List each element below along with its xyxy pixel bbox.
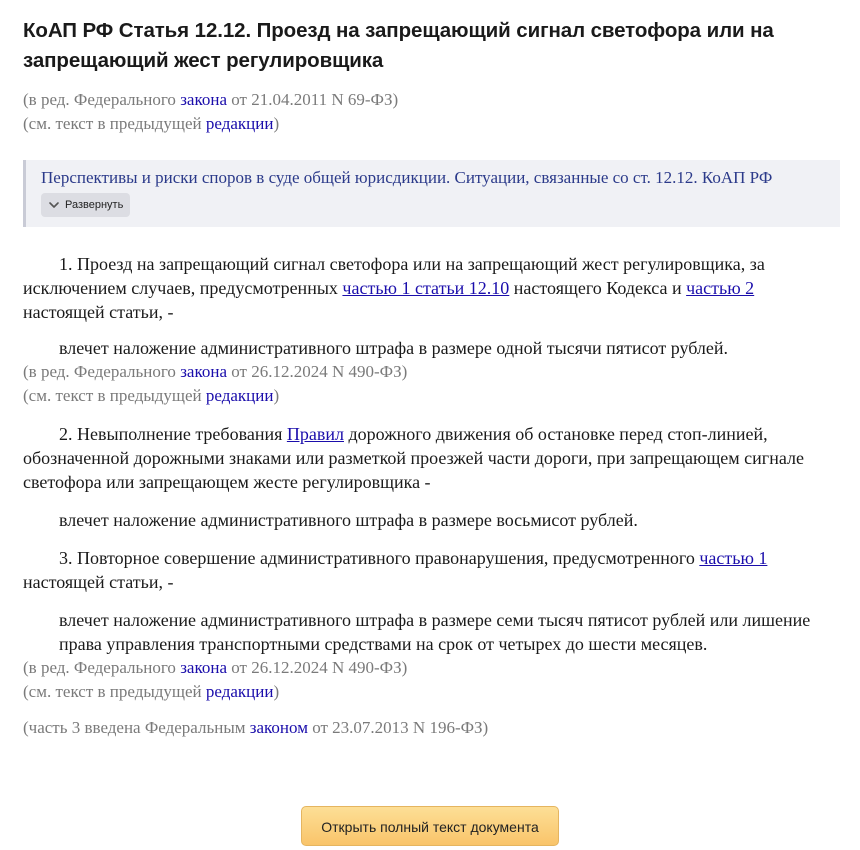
note-suffix: от 26.12.2024 N 490-ФЗ) [227, 658, 408, 677]
part-3-previous-edition-note [23, 680, 840, 704]
amendment-note [23, 88, 840, 112]
link-part1-art12-10[interactable]: частью 1 статьи 12.10 [342, 278, 510, 298]
note-suffix: ) [273, 386, 280, 405]
law-link[interactable]: закона [180, 658, 227, 677]
expand-label: Развернуть [65, 199, 124, 211]
chevron-down-icon [48, 199, 60, 211]
link-part-1[interactable]: частью 1 [699, 548, 768, 568]
note-prefix: (в ред. Федерального [23, 658, 181, 677]
part-2-text [23, 422, 840, 494]
part-2-penalty: влечет наложение административного штрафа в размере восьмисот рублей. [59, 510, 638, 530]
part-1-text-a: 1. Проезд на запрещающий сигнал светофора или на запрещающий жест регулировщика, за исключением случаев, предусмотренных [23, 254, 765, 298]
edition-link[interactable]: редакции [205, 682, 274, 701]
edition-link[interactable]: редакции [205, 114, 274, 133]
open-full-text-button[interactable]: Открыть полный текст документа [301, 806, 559, 846]
previous-edition-note [23, 112, 840, 136]
part-1-penalty: влечет наложение административного штрафа в размере одной тысячи пятисот рублей. [59, 338, 729, 358]
article-title: КоАП РФ Статья 12.12. Проезд на запрещающий сигнал светофора или на запрещающий жест регулировщика [23, 19, 774, 72]
part-3-amendment-note [23, 656, 840, 680]
part-1-previous-edition-note [23, 384, 840, 408]
note-prefix: (в ред. Федерального [23, 90, 181, 109]
expand-button[interactable] [41, 193, 130, 217]
disputes-panel [23, 160, 840, 227]
link-part-2[interactable]: частью 2 [686, 278, 755, 298]
law-link[interactable]: закона [180, 90, 227, 109]
note-prefix: (см. текст в предыдущей [23, 682, 206, 701]
part-2-text-a: 2. Невыполнение требования [59, 424, 287, 444]
note-suffix: ) [273, 114, 280, 133]
link-traffic-rules[interactable]: Правил [286, 424, 344, 444]
part-1-text [23, 252, 840, 324]
note-suffix: от 23.07.2013 N 196-ФЗ) [307, 718, 489, 737]
cta-container [0, 806, 860, 846]
note-prefix: (в ред. Федерального [23, 362, 181, 381]
panel-text: Перспективы и риски споров в суде общей юрисдикции. Ситуации, связанные со ст. 12.12. КоАП РФ [41, 168, 773, 187]
document [23, 0, 840, 740]
part-3-penalty: влечет наложение административного штрафа в размере семи тысяч пятисот рублей или лишение права управления транспортными средствами на срок от четырех до шести месяцев. [59, 610, 811, 654]
edition-link[interactable]: редакции [205, 386, 274, 405]
law-link[interactable]: закона [180, 362, 227, 381]
note-suffix: от 26.12.2024 N 490-ФЗ) [227, 362, 408, 381]
note-prefix: (часть 3 введена Федеральным [23, 718, 250, 737]
note-prefix: (см. текст в предыдущей [23, 386, 206, 405]
part-3-introduced-note [23, 716, 840, 740]
note-suffix: ) [273, 682, 280, 701]
part-3-text [23, 546, 840, 594]
part-3-text-a: 3. Повторное совершение административного правонарушения, предусмотренного [59, 548, 700, 568]
part-1-amendment-note [23, 360, 840, 384]
note-prefix: (см. текст в предыдущей [23, 114, 206, 133]
part-3-text-b: настоящей статьи, - [23, 572, 174, 592]
part-1-text-c: настоящей статьи, - [23, 302, 174, 322]
part-2-text-b: дорожного движения об остановке перед стоп-линией, обозначенной дорожными знаками или разметкой проезжей части дороги, при запрещающем сигнале светофора или запрещающем жесте регулировщика - [23, 424, 804, 492]
header-notes [23, 88, 840, 136]
note-suffix: от 21.04.2011 N 69-ФЗ) [227, 90, 399, 109]
part-1-text-b: настоящего Кодекса и [509, 278, 687, 298]
law-link[interactable]: законом [249, 718, 308, 737]
